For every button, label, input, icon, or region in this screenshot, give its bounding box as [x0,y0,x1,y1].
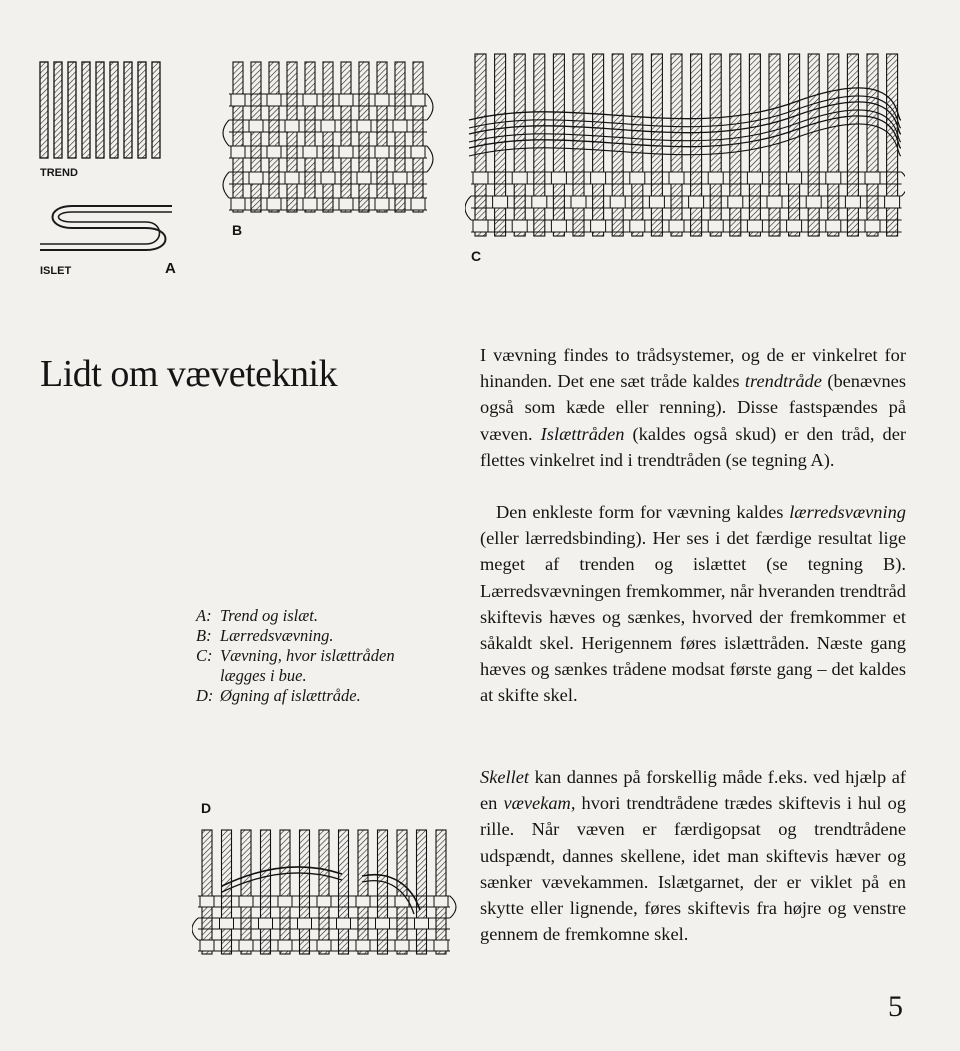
page-title: Lidt om væveteknik [40,353,338,395]
caption-c-continued: lægges i bue. [220,666,307,685]
page-number: 5 [888,990,903,1023]
figure-c-arced-weft-drawing [465,50,905,240]
paragraph-2: Den enkleste form for vævning kaldes lærredsvævning (eller lærredsbinding). Her ses i det færdige resultat lige meget af trenden og islættet (se tegning B). Lærredsvævningen fremkommer, når hveranden trendtråd skiftevis hæves og sænkes, hvorved der fremkommer et såkaldt skel. Herigennem føres islættråden. Næste gang hæves og sænkes trådene modsat første gang – det kaldes at skifte skel. [480,502,906,706]
figure-b-plain-weave-drawing [215,58,435,218]
paragraph-3: Skellet kan dannes på forskellig måde f.eks. ved hjælp af en vævekam, hvori trendtrådene trædes skiftevis i hul og rille. Når væven er færdigopsat og trendtrådene udspændt, dannes skellene, idet man skiftevis hæver og sænker vævekammen. Islætgarnet, der er viklet på en skytte eller lignende, føres skiftevis fra højre og venstre gennem de fremkomne skel. [480,767,906,945]
figure-a-trend-drawing [36,60,166,170]
figure-a-islet-label: ISLET [40,265,72,277]
caption-d: D: Øgning af islættråde. [196,686,361,705]
figure-captions [196,606,395,706]
caption-b: B: Lærredsvævning. [196,626,334,645]
figure-b-letter: B [232,222,243,238]
caption-c: C: Vævning, hvor islættråden [196,646,395,665]
figure-d-letter: D [201,800,212,816]
figure-a-trend-label: TREND [40,167,78,179]
paragraph-1: I vævning findes to trådsystemer, og de er vinkelret for hinanden. Det ene sæt tråde kaldes trendtråde (benævnes også som kæde eller renning). Disse fastspændes på væven. Islættråden (kaldes også skud) er den tråd, der flettes vinkelret ind i trendtråden (se tegning A). [480,345,906,470]
figure-d-weft-increase-drawing [192,826,460,956]
figure-a-islet-drawing [36,198,176,258]
figure-a-letter: A [165,260,176,277]
caption-a: A: Trend og islæt. [196,606,318,625]
figure-c-letter: C [471,248,482,264]
